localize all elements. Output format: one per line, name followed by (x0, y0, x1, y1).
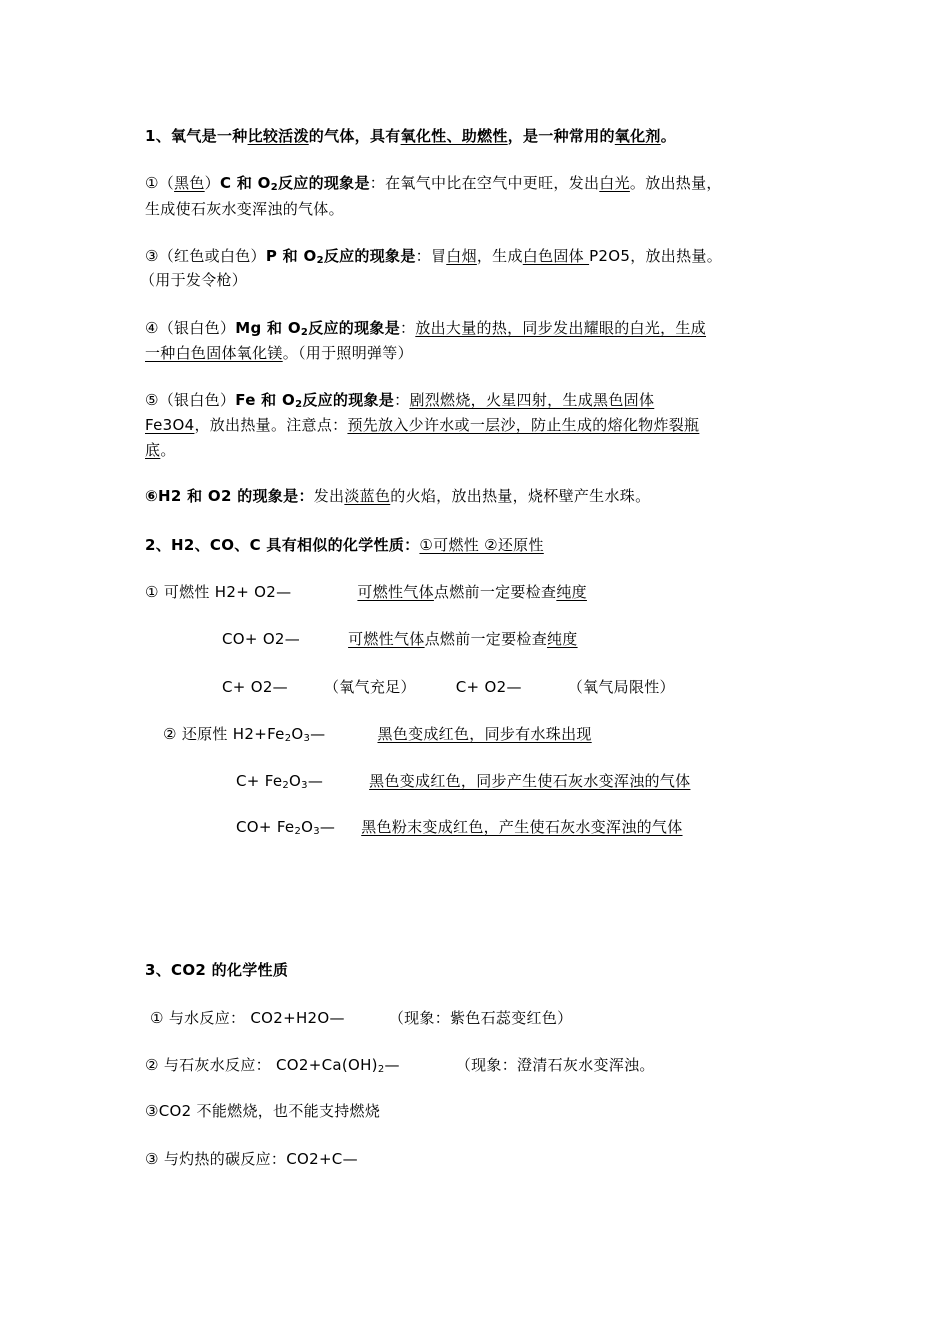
section-3-heading: 3、CO2 的化学性质 (145, 961, 289, 979)
co2-non-combustible: ③CO2 不能燃烧，也不能支持燃烧 (145, 1102, 381, 1120)
iron-reaction-line-2: Fe3O4，放出热量。注意点：预先放入少许水或一层沙，防止生成的熔化物炸裂瓶 (145, 416, 700, 434)
reducibility-row-3: $CO+ Fe_2O_3—$ 黑色粉末变成红色，产生使石灰水变浑浊的气体 (236, 818, 683, 837)
phosphorus-reaction-line-1: ③（红色或白色）P 和 $O_2$反应的现象是：冒白烟，生成白色固体 P2O5，放出热量。 (145, 247, 723, 266)
co2-water-reaction: ① 与水反应： CO2+H2O— （现象：紫色石蕊变红色） (150, 1009, 573, 1027)
carbon-formula: C 和 $O_2$反应的现象是 (219, 174, 370, 193)
magnesium-reaction-line-1: ④（银白色）Mg 和 $O_2$反应的现象是：放出大量的热，同步发出耀眼的白光，生成 (145, 319, 707, 338)
iron-reaction-line-3: 底。 (145, 441, 176, 459)
phosphorus-reaction-line-2: （用于发令枪） (140, 271, 248, 289)
magnesium-reaction-line-2: 一种白色固体氧化镁。（用于照明弹等） (145, 344, 413, 362)
section-1-heading: 1、氧气是一种比较活泼的气体，具有氧化性、助燃性，是一种常用的氧化剂。 (145, 127, 677, 145)
combustibility-row-3: C+ O2— （氧气充足） C+ O2— （氧气局限性） (222, 678, 675, 696)
co2-limewater-reaction: ② 与石灰水反应： $CO2+Ca(OH)_2—$ （现象：澄清石灰水变浑浊。 (145, 1056, 655, 1075)
reducibility-row-2: $C+ Fe_2O_3—$ 黑色变成红色，同步产生使石灰水变浑浊的气体 (236, 772, 691, 791)
carbon-reaction-line-1: ①（黑色）C 和 $O_2$反应的现象是：在氧气中比在空气中更旺，发出白光。放出热量， (145, 174, 722, 193)
hydrogen-reaction-line: ⑥H2 和 O2 的现象是：发出淡蓝色的火焰，放出热量，烧杯壁产生水珠。 (145, 487, 651, 505)
co2-carbon-reaction: ③ 与灼热的碳反应：CO2+C— (145, 1150, 358, 1168)
iron-reaction-line-1: ⑤（银白色）Fe 和 $O_2$反应的现象是：剧烈燃烧，火星四射，生成黑色固体 (145, 391, 655, 410)
combustibility-row-2: CO+ O2— 可燃性气体点燃前一定要检查纯度 (222, 630, 578, 648)
carbon-reaction-line-2: 生成使石灰水变浑浊的气体。 (145, 200, 344, 218)
combustibility-row-1: ① 可燃性 H2+ O2— 可燃性气体点燃前一定要检查纯度 (145, 583, 587, 601)
reducibility-row-1: ② 还原性 $H2+Fe_2O_3—$ 黑色变成红色，同步有水珠出现 (163, 725, 592, 744)
section-2-heading: 2、H2、CO、C 具有相似的化学性质：①可燃性 ②还原性 (145, 536, 544, 554)
